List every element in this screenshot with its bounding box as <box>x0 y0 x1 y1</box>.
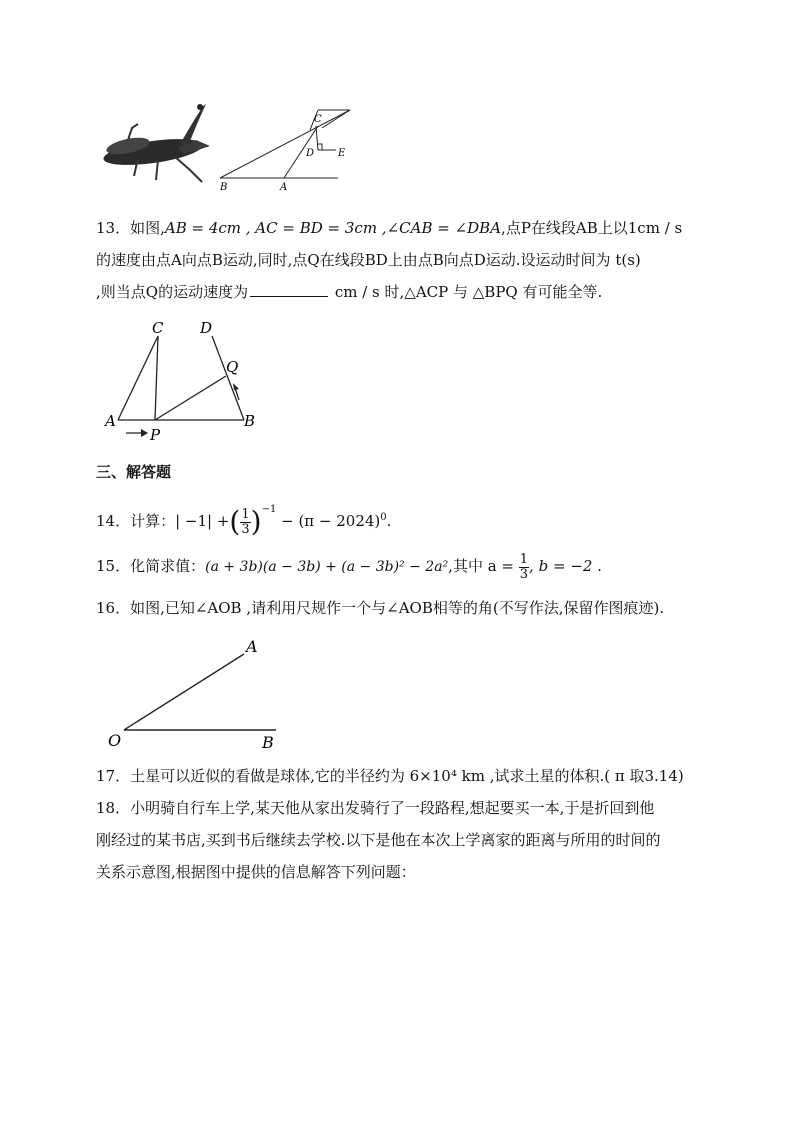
figure-16-angle <box>104 632 294 754</box>
q18-line-3 <box>96 862 416 882</box>
q16-text: 如图,已知∠AOB ,请利用尺规作一个与∠AOB相等的角(不写作法,保留作图痕迹). <box>130 599 665 617</box>
fig12-label-c: C <box>314 114 322 125</box>
fig13-label-c: C <box>152 319 164 337</box>
q13-line-1 <box>96 218 682 238</box>
q18-line1-text: 小明骑自行车上学,某天他从家出发骑行了一段路程,想起要买一本,于是折回到他 <box>130 799 655 817</box>
fig13-label-q: Q <box>226 358 239 376</box>
fig13-label-p: P <box>150 426 161 444</box>
q15-prefix: 化简求值： <box>130 557 206 575</box>
figure-12-diagram <box>218 102 358 194</box>
q13-line3-a: ,则当点Q的运动速度为 <box>96 283 249 301</box>
q13-number: 13． <box>96 219 131 237</box>
q13-line2-text: 的速度由点A向点B运动,同时,点Q在线段BD上由点B向点D运动.设运动时间为 t(s) <box>96 251 641 269</box>
q18-line3-text: 关系示意图,根据图中提供的信息解答下列问题： <box>96 863 416 881</box>
q16-line <box>96 598 664 618</box>
q13-answer-blank[interactable] <box>250 282 328 297</box>
q18-line-1 <box>96 798 654 818</box>
q13-line-3 <box>96 282 602 302</box>
q14-exponent: −1 <box>261 504 277 515</box>
fig13-label-a: A <box>105 412 116 430</box>
section-3-title: 三、解答题 <box>96 463 172 481</box>
q15-line <box>96 552 602 582</box>
q14-exponent-2: 0 <box>380 512 387 523</box>
q17-number: 17． <box>96 767 131 785</box>
fig16-label-b: B <box>262 733 274 752</box>
q14-suffix: − (π − 2024) <box>281 512 381 530</box>
q16-number: 16． <box>96 599 131 617</box>
q14-prefix: 计算：| −1| + <box>130 512 230 530</box>
fig12-label-a: A <box>280 182 288 193</box>
q15-expression: (a + 3b)(a − 3b) + (a − 3b)² − 2a² <box>205 559 449 575</box>
fig12-label-d: D <box>306 148 315 159</box>
q17-text: 土星可以近似的看做是球体,它的半径约为 6×10⁴ km ,试求土星的体积.( π 取3.14) <box>130 767 684 785</box>
fig13-label-b: B <box>244 412 256 430</box>
q17-line <box>96 766 684 786</box>
fig13-label-d: D <box>200 319 213 337</box>
fig12-label-e: E <box>338 148 346 159</box>
q13-line-2 <box>96 250 641 270</box>
q13-line1-a: 如图, <box>130 219 165 237</box>
figure-13-diagram <box>100 316 270 446</box>
q15-number: 15． <box>96 557 131 575</box>
q18-number: 18． <box>96 799 131 817</box>
q15-end: , b = −2 . <box>529 557 602 575</box>
q15-fraction: $\frac{1}{3}$ <box>519 551 529 582</box>
fig12-label-b: B <box>220 182 228 193</box>
q14-number: 14． <box>96 512 131 530</box>
q13-line1-b: ,点P在线段AB上以1cm / s <box>501 219 683 237</box>
q14-line: 14．计算：| −1| +( $\frac{1}{3}$ )$^{-1} - (\pi - 2024)^0$. <box>96 504 392 538</box>
q15-mid: ,其中 a = <box>448 557 519 575</box>
q18-line-2 <box>96 830 661 850</box>
mantis-image <box>98 100 216 185</box>
q13-line1-eq: AB = 4cm , AC = BD = 3cm ,∠CAB = ∠DBA <box>164 219 502 237</box>
q13-line3-b: cm / s 时,△ACP 与 △BPQ 有可能全等. <box>330 283 603 301</box>
fig16-label-o: O <box>108 731 122 750</box>
q18-line2-text: 刚经过的某书店,买到书后继续去学校.以下是他在本次上学离家的距离与所用的时间的 <box>96 831 661 849</box>
fig16-label-a: A <box>246 637 258 656</box>
q14-fraction: $\frac{1}{3}$ <box>241 506 250 537</box>
